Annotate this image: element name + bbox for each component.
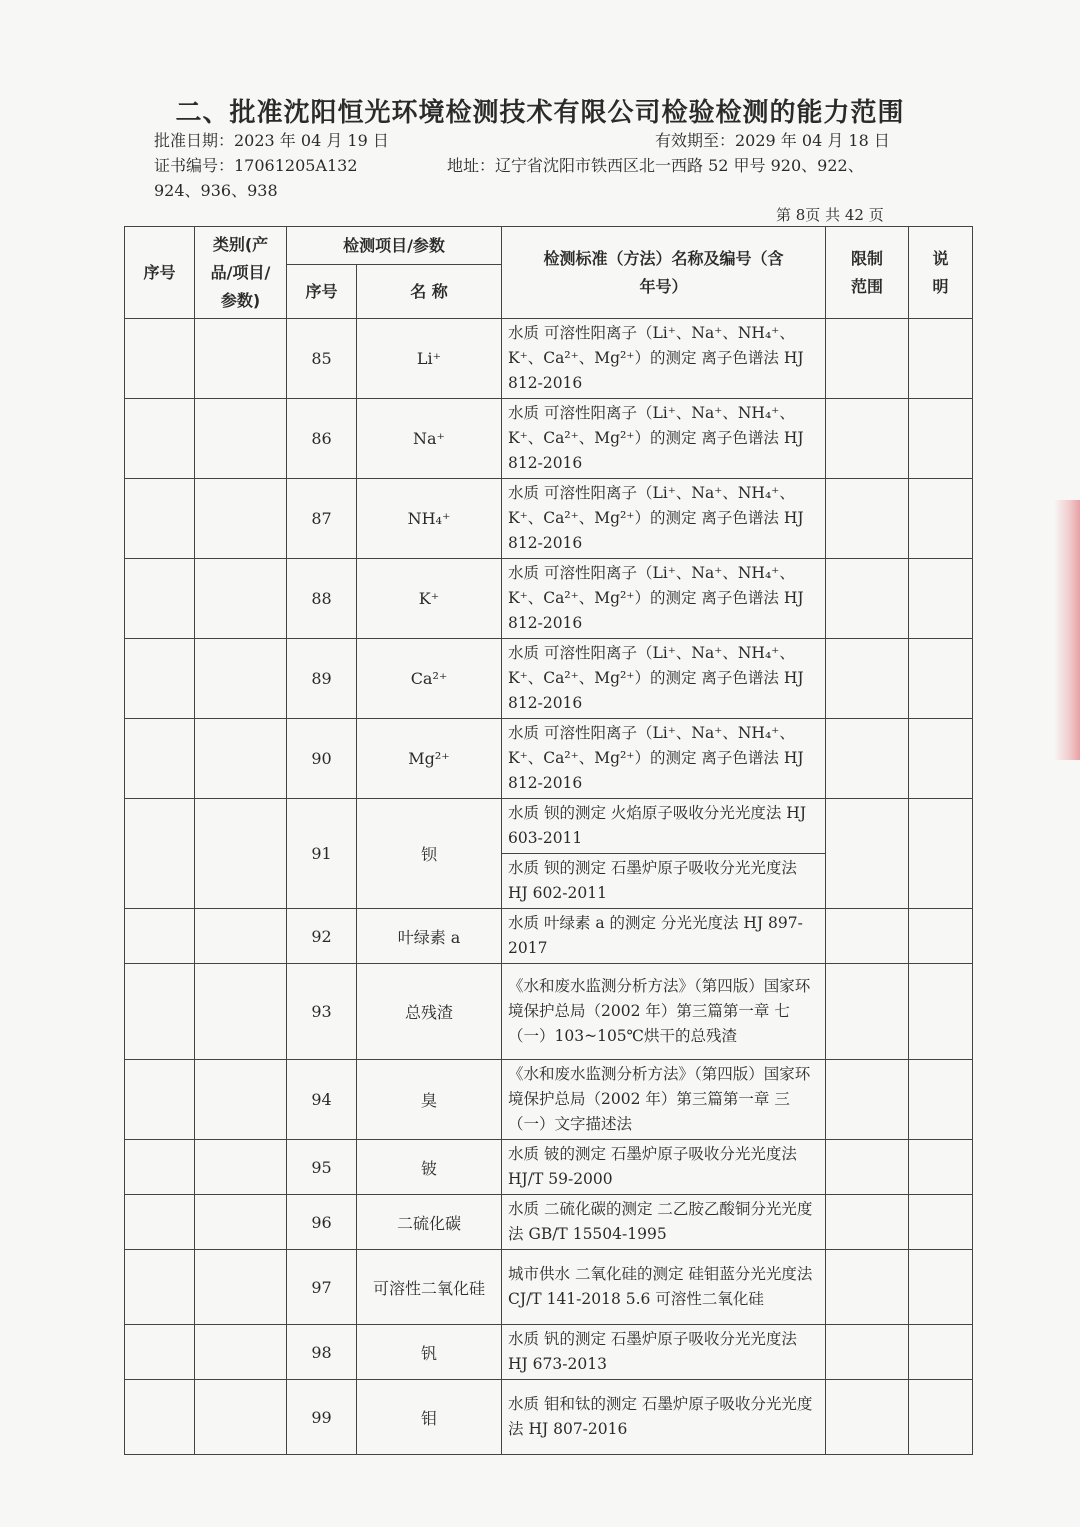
certificate-number: 证书编号：17061205A132 [154,156,358,175]
cell-seq [125,1380,195,1455]
cell-item-seq: 85 [287,319,357,399]
cell-note [909,719,973,799]
table-row [125,964,973,1060]
cell-category [195,399,287,479]
cell-note [909,799,973,909]
table-row [125,1060,973,1140]
cell-limit [826,639,909,719]
approval-date: 批准日期：2023 年 04 月 19 日 [154,131,389,150]
cell-item-seq: 92 [287,909,357,964]
page-info: 第 8页 共 42 页 [776,206,884,224]
cell-item-name: 可溶性二氧化硅 [357,1250,502,1325]
cell-note [909,909,973,964]
cell-item-seq: 89 [287,639,357,719]
cell-category [195,1195,287,1250]
cell-item-name: 臭 [357,1060,502,1140]
cell-seq [125,399,195,479]
cell-category [195,479,287,559]
cell-limit [826,909,909,964]
cell-item-name: 铍 [357,1140,502,1195]
cell-category [195,964,287,1060]
table-row [125,1250,973,1325]
cell-limit [826,1060,909,1140]
table-row [125,1380,973,1455]
cell-note [909,559,973,639]
cell-limit [826,399,909,479]
header-note: 说明 [909,227,973,319]
cell-item-seq: 95 [287,1140,357,1195]
cell-seq [125,964,195,1060]
cell-category [195,559,287,639]
seal-stamp-edge [1054,500,1080,760]
cell-seq [125,1325,195,1380]
cell-item-seq: 88 [287,559,357,639]
table-row [125,1325,973,1380]
table-row [125,479,973,559]
page-title: 二、批准沈阳恒光环境检测技术有限公司检验检测的能力范围 [175,98,905,128]
cell-standard: 水质 可溶性阳离子（Li⁺、Na⁺、NH₄⁺、K⁺、Ca²⁺、Mg²⁺）的测定 离子色谱法 HJ 812-2016 [502,479,826,559]
cell-item-name: Li⁺ [357,319,502,399]
cell-note [909,964,973,1060]
table-row [125,559,973,639]
cell-item-seq: 87 [287,479,357,559]
cell-note [909,319,973,399]
cell-standard: 水质 钡的测定 石墨炉原子吸收分光光度法 HJ 602-2011 [502,854,826,909]
cell-note [909,1325,973,1380]
cell-item-seq: 90 [287,719,357,799]
cell-limit [826,799,909,909]
cell-category [195,1250,287,1325]
table-row [125,799,973,854]
cell-item-seq: 96 [287,1195,357,1250]
cell-category [195,1140,287,1195]
table-row [125,399,973,479]
cell-standard: 水质 铍的测定 石墨炉原子吸收分光光度法 HJ/T 59-2000 [502,1140,826,1195]
cell-note [909,1250,973,1325]
cell-item-seq: 94 [287,1060,357,1140]
cell-standard: 水质 钡的测定 火焰原子吸收分光光度法 HJ 603-2011 [502,799,826,854]
cell-limit [826,1250,909,1325]
table-row [125,1195,973,1250]
cell-standard: 《水和废水监测分析方法》（第四版）国家环境保护总局（2002 年）第三篇第一章 七（一）103~105℃烘干的总残渣 [502,964,826,1060]
cell-standard: 水质 钒的测定 石墨炉原子吸收分光光度法 HJ 673-2013 [502,1325,826,1380]
cell-seq [125,559,195,639]
cell-standard: 水质 可溶性阳离子（Li⁺、Na⁺、NH₄⁺、K⁺、Ca²⁺、Mg²⁺）的测定 离子色谱法 HJ 812-2016 [502,559,826,639]
cell-item-seq: 99 [287,1380,357,1455]
cell-standard: 水质 可溶性阳离子（Li⁺、Na⁺、NH₄⁺、K⁺、Ca²⁺、Mg²⁺）的测定 离子色谱法 HJ 812-2016 [502,639,826,719]
header-limit: 限制范围 [826,227,909,319]
cell-item-name: Ca²⁺ [357,639,502,719]
cell-standard: 水质 叶绿素 a 的测定 分光光度法 HJ 897-2017 [502,909,826,964]
cell-category [195,639,287,719]
table-row [125,1140,973,1195]
header-item-name: 名 称 [357,265,502,319]
cell-item-seq: 97 [287,1250,357,1325]
cell-seq [125,909,195,964]
cell-limit [826,1325,909,1380]
cell-item-name: NH₄⁺ [357,479,502,559]
header-item-seq: 序号 [287,265,357,319]
header-category: 类别(产品/项目/参数) [195,227,287,319]
table-row [125,319,973,399]
cell-category [195,719,287,799]
cell-seq [125,1250,195,1325]
cell-note [909,639,973,719]
cell-item-name: 总残渣 [357,964,502,1060]
cell-item-name: Na⁺ [357,399,502,479]
table-row [125,639,973,719]
capability-table [124,226,973,1455]
cell-seq [125,799,195,909]
cell-item-name: Mg²⁺ [357,719,502,799]
cell-limit [826,964,909,1060]
cell-seq [125,1195,195,1250]
cell-limit [826,1195,909,1250]
cell-category [195,319,287,399]
cell-item-name: 钒 [357,1325,502,1380]
cell-standard: 水质 可溶性阳离子（Li⁺、Na⁺、NH₄⁺、K⁺、Ca²⁺、Mg²⁺）的测定 离子色谱法 HJ 812-2016 [502,719,826,799]
cell-limit [826,1140,909,1195]
cell-category [195,799,287,909]
cell-category [195,1060,287,1140]
cell-limit [826,719,909,799]
cell-item-seq: 91 [287,799,357,909]
cell-standard: 《水和废水监测分析方法》（第四版）国家环境保护总局（2002 年）第三篇第一章 三（一）文字描述法 [502,1060,826,1140]
cell-note [909,1140,973,1195]
cell-item-name: 二硫化碳 [357,1195,502,1250]
cell-item-seq: 86 [287,399,357,479]
cell-note [909,1380,973,1455]
cell-note [909,399,973,479]
cell-item-seq: 93 [287,964,357,1060]
cell-seq [125,319,195,399]
header-item-group: 检测项目/参数 [287,227,502,265]
cell-standard: 水质 钼和钛的测定 石墨炉原子吸收分光光度法 HJ 807-2016 [502,1380,826,1455]
cell-standard: 水质 二硫化碳的测定 二乙胺乙酸铜分光光度法 GB/T 15504-1995 [502,1195,826,1250]
table-body [125,319,973,1455]
cell-category [195,909,287,964]
address-line-2: 924、936、938 [154,181,278,200]
cell-note [909,1195,973,1250]
cell-seq [125,639,195,719]
address-line-1: 地址：辽宁省沈阳市铁西区北一西路 52 甲号 920、922、 [447,156,864,175]
cell-note [909,1060,973,1140]
cell-limit [826,559,909,639]
cell-item-name: K⁺ [357,559,502,639]
cell-seq [125,1140,195,1195]
table-row [125,719,973,799]
cell-limit [826,319,909,399]
table-row [125,909,973,964]
cell-standard: 城市供水 二氧化硅的测定 硅钼蓝分光光度法 CJ/T 141-2018 5.6 可溶性二氧化硅 [502,1250,826,1325]
cell-seq [125,479,195,559]
cell-seq [125,1060,195,1140]
cell-category [195,1380,287,1455]
cell-item-name: 叶绿素 a [357,909,502,964]
cell-limit [826,1380,909,1455]
cell-seq [125,719,195,799]
header-standard: 检测标准（方法）名称及编号（含年号） [502,227,826,319]
cell-item-name: 钼 [357,1380,502,1455]
cell-item-seq: 98 [287,1325,357,1380]
cell-category [195,1325,287,1380]
cell-standard: 水质 可溶性阳离子（Li⁺、Na⁺、NH₄⁺、K⁺、Ca²⁺、Mg²⁺）的测定 离子色谱法 HJ 812-2016 [502,319,826,399]
cell-standard: 水质 可溶性阳离子（Li⁺、Na⁺、NH₄⁺、K⁺、Ca²⁺、Mg²⁺）的测定 离子色谱法 HJ 812-2016 [502,399,826,479]
cell-note [909,479,973,559]
cell-limit [826,479,909,559]
header-seq: 序号 [125,227,195,319]
cell-item-name: 钡 [357,799,502,909]
valid-until: 有效期至：2029 年 04 月 18 日 [655,131,890,150]
